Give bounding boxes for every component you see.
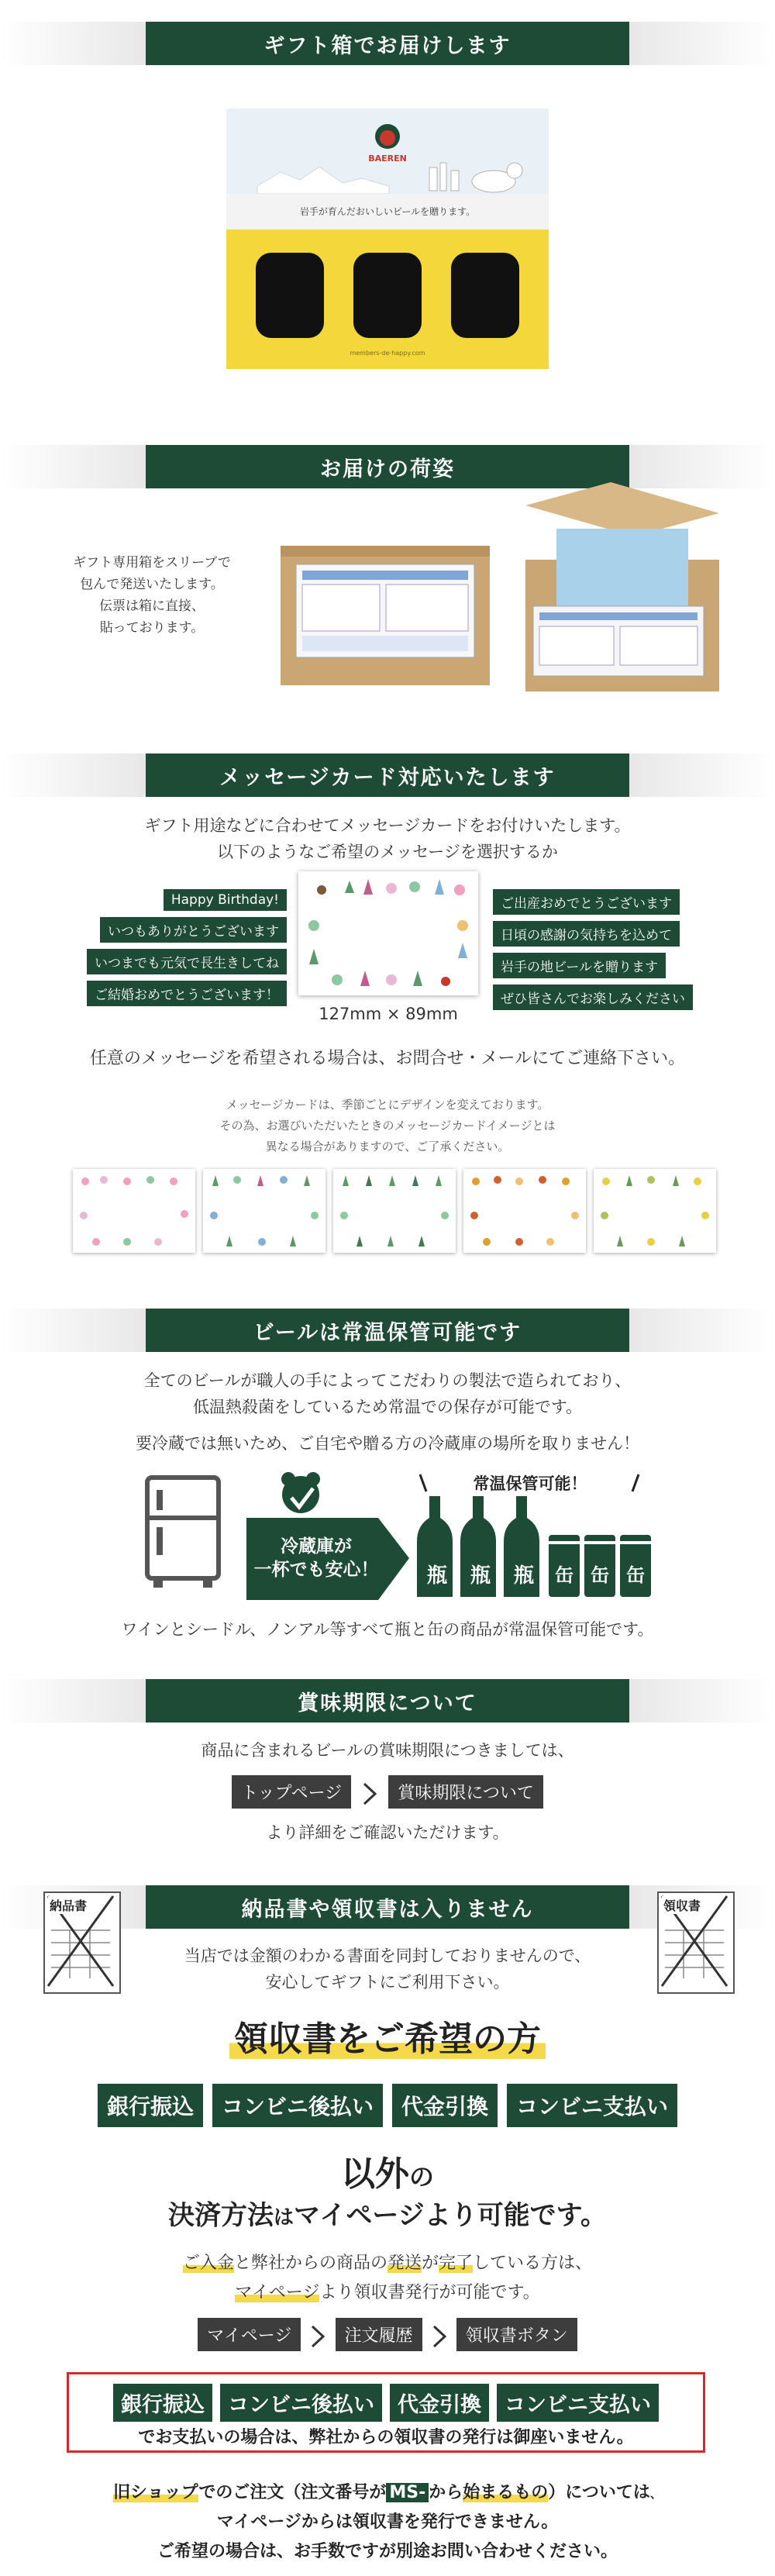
message-intro-line: 以下のようなご希望のメッセージを選択するか: [217, 843, 558, 861]
message-option[interactable]: いつまでも元気で長生きしてね: [87, 949, 287, 974]
message-note-line: 異なる場合がありますので、ご了承ください。: [265, 1140, 510, 1154]
storage-text-line: 全てのビールが職人の手によってこだわりの製法で造られており、: [143, 1371, 632, 1390]
message-card-sample: [298, 871, 478, 995]
message-option[interactable]: ぜひ皆さんでお楽しみください: [493, 985, 693, 1010]
fridge-ok-banner: [246, 1471, 409, 1602]
old-1g: 、: [649, 2487, 662, 2501]
gift-box-image: [226, 109, 549, 369]
message-intro-line: ギフト用途などに合わせてメッセージカードをお付けいたします。: [144, 816, 631, 835]
except-2b: は: [274, 2206, 294, 2229]
card-thumb-winter: [594, 1169, 716, 1253]
storage-text: [0, 1367, 775, 1420]
cond-1c: 発送: [387, 2254, 422, 2273]
nav-receipt-button[interactable]: 領収書ボタン: [456, 2318, 577, 2351]
nav-top-page[interactable]: トップページ: [232, 1775, 351, 1809]
cond-1b: と弊社からの商品の: [233, 2254, 388, 2273]
message-note-line: その為、お選びいただいたときのメッセージカードイメージとは: [219, 1119, 556, 1133]
cond-1a: ご入金: [182, 2254, 234, 2273]
cond-line-1: [0, 2250, 775, 2274]
packaging-line: 伝票は箱に直接、: [99, 598, 205, 614]
old-1c: MS-: [386, 2483, 429, 2502]
banner-line-1: 冷蔵庫が: [281, 1536, 352, 1557]
except-2c: マイページより可能です。: [294, 2200, 607, 2231]
card-thumb-spring: [73, 1169, 195, 1253]
old-shop-line-3: ご希望の場合は、お手数ですが別途お問い合わせください。: [157, 2542, 618, 2561]
bottle-label: 瓶: [513, 1564, 534, 1588]
section-title-expiry: 賞味期限について: [146, 1679, 629, 1723]
except-suffix: の: [408, 2162, 434, 2191]
message-option[interactable]: ご出産おめでとうございます: [493, 889, 680, 915]
card-size: 127mm × 89mm: [319, 1005, 458, 1023]
warn-text: でお支払いの場合は、弊社からの領収書の発行は御座いません。: [138, 2428, 634, 2447]
old-shop-line-2: マイページからは領収書を発行できません。: [216, 2512, 559, 2532]
packaging-line: 包んで発送いたします。: [80, 577, 224, 592]
message-note: [0, 1095, 775, 1157]
message-option[interactable]: いつもありがとうございます: [100, 917, 287, 943]
can-label: 缶: [591, 1564, 609, 1586]
nav-order-history[interactable]: 注文履歴: [336, 2318, 422, 2351]
section-title-gift-box: ギフト箱でお届けします: [146, 22, 629, 65]
except-line-2: [0, 2194, 775, 2232]
cond-1e: 完了: [439, 2254, 474, 2273]
section-title-message: メッセージカード対応いたします: [146, 753, 629, 797]
pay-method: 代金引換: [390, 2384, 489, 2422]
pay-method: コンビニ支払い: [497, 2384, 659, 2422]
message-contact: 任意のメッセージを希望される場合は、お問合せ・メールにてご連絡下さい。: [89, 1049, 686, 1068]
message-option[interactable]: Happy Birthday!: [164, 889, 287, 911]
packaging-line: ギフト専用箱をスリーブで: [73, 555, 231, 571]
receipt-nav: [0, 2318, 775, 2353]
message-option[interactable]: 岩手の地ビールを贈ります: [493, 953, 666, 978]
storage-text-line: 低温熱殺菌をしているため常温での保存が可能です。: [192, 1398, 583, 1416]
receipt-text-line: 当店では金額のわかる書面を同封しておりませんので、: [184, 1947, 591, 1965]
packaging-text: [51, 552, 253, 639]
section-title-receipt: 納品書や領収書は入りません: [146, 1885, 629, 1929]
chevron-right-icon: [431, 2323, 448, 2353]
expiry-nav: [0, 1775, 775, 1810]
cond-line-2: [0, 2279, 775, 2303]
chevron-right-icon: [309, 2323, 326, 2353]
pay-method: 銀行振込: [98, 2084, 203, 2127]
cond-2a: マイページ: [235, 2283, 320, 2302]
pay-method: 銀行振込: [113, 2384, 212, 2422]
box-tagline: 岩手が育んだおいしいビールを贈ります。: [299, 206, 476, 217]
card-thumb-green: [333, 1169, 456, 1253]
old-1d: から: [429, 2483, 463, 2502]
room-temp-label: 常温保管可能！: [473, 1474, 587, 1493]
cond-1f: している方は、: [473, 2254, 593, 2273]
pay-method: コンビニ後払い: [220, 2384, 382, 2422]
stamp-label-left: 納品書: [48, 1896, 88, 1914]
message-option[interactable]: 日頃の感謝の気持ちを込めて: [493, 921, 680, 947]
old-1a: 旧ショップ: [113, 2483, 199, 2502]
stamp-label-right: 領収書: [662, 1896, 702, 1914]
receipt-warning-box: [67, 2372, 705, 2453]
pay-methods-row: [0, 2084, 775, 2127]
old-1b: でのご注文（注文番号が: [198, 2483, 387, 2502]
box-url: members-de-happy.com: [350, 350, 425, 357]
receipt-text-line: 安心してギフトにご利用下さい。: [265, 1973, 510, 1991]
chevron-right-icon: [361, 1781, 378, 1810]
nav-expiry-page[interactable]: 賞味期限について: [388, 1775, 543, 1809]
pay-method: 代金引換: [392, 2084, 498, 2127]
pay-method: コンビニ支払い: [507, 2084, 677, 2127]
message-option[interactable]: ご結婚おめでとうございます！: [87, 981, 287, 1006]
package-closed-image: [273, 530, 498, 693]
box-brand: BAEREN: [368, 153, 407, 164]
room-temp-marks: [417, 1471, 642, 1495]
package-open-image: [510, 474, 735, 699]
message-tags-left: [46, 889, 287, 1012]
can-label: 缶: [555, 1564, 574, 1586]
can-label: 缶: [626, 1564, 645, 1586]
except-word: 以外: [340, 2154, 409, 2194]
old-shop-line-1: [0, 2479, 775, 2503]
nav-mypage[interactable]: マイページ: [198, 2318, 301, 2351]
bottles-and-cans: [415, 1496, 653, 1598]
bottle-label: 瓶: [470, 1564, 491, 1588]
packaging-line: 貼っております。: [99, 620, 205, 636]
storage-footer: ワインとシードル、ノンアル等すべて瓶と缶の商品が常温保管可能です。: [121, 1620, 654, 1639]
receipt-big-title-wrap: [0, 2011, 775, 2060]
message-note-line: メッセージカードは、季節ごとにデザインを変えております。: [226, 1098, 549, 1112]
storage-text-2: 要冷蔵では無いため、ご自宅や贈る方の冷蔵庫の場所を取りません！: [135, 1434, 640, 1453]
message-tags-right: [493, 889, 741, 1016]
expiry-text-2: より詳細をご確認いただけます。: [266, 1823, 509, 1842]
message-intro: [0, 812, 775, 865]
cond-1d: が: [422, 2254, 439, 2273]
old-1e: 始まるもの: [463, 2483, 549, 2502]
card-thumb-summer: [203, 1169, 326, 1253]
old-1f: ）については: [548, 2483, 650, 2502]
receipt-text: [0, 1943, 775, 1995]
banner-line-2: 一杯でも安心！: [253, 1560, 379, 1580]
expiry-text: 商品に含まれるビールの賞味期限につきましては、: [201, 1741, 574, 1760]
section-title-packaging: お届けの荷姿: [146, 445, 629, 488]
warn-pay-methods: [69, 2384, 703, 2422]
pay-method: コンビニ後払い: [212, 2084, 383, 2127]
cond-2b-text: より領収書発行が可能です。: [319, 2283, 540, 2302]
except-2a: 決済方法: [168, 2200, 274, 2231]
except-line-1: [0, 2146, 775, 2195]
section-title-storage: ビールは常温保管可能です: [146, 1309, 629, 1352]
bottle-label: 瓶: [426, 1564, 447, 1588]
receipt-big-title: 領収書をご希望の方: [229, 2019, 546, 2059]
card-thumb-autumn: [463, 1169, 586, 1253]
fridge-icon: [144, 1474, 222, 1591]
